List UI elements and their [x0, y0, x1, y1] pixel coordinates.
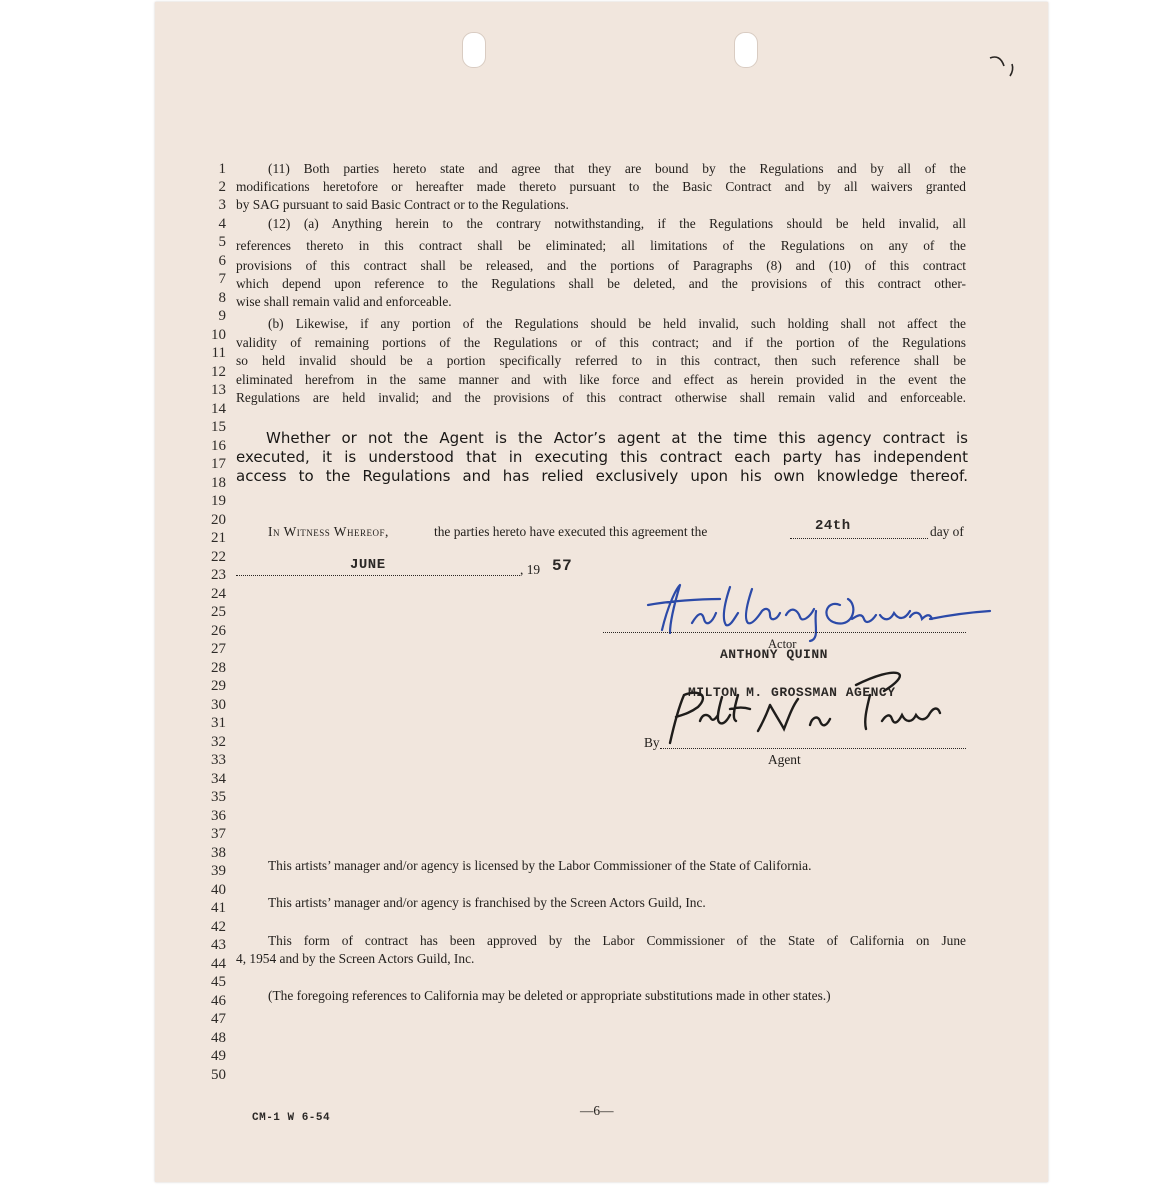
day-value: 24th [815, 518, 851, 534]
line-number: 47 [211, 1011, 226, 1027]
clause-line: so held invalid should be a portion specifically referred to in this contract, then such reference shall be [236, 353, 966, 368]
line-number: 15 [211, 419, 226, 435]
clause-line: (12) (a) Anything herein to the contrary notwithstanding, if the Regulations should be held invalid, all [268, 216, 966, 231]
license-notice: This artists’ manager and/or agency is licensed by the Labor Commissioner of the State of California. [268, 858, 812, 873]
franchise-notice: This artists’ manager and/or agency is franchised by the Screen Actors Guild, Inc. [268, 895, 706, 910]
clause-line: which depend upon reference to the Regulations shall be deleted, and the provisions of this contract other- [236, 276, 966, 291]
line-number: 8 [218, 290, 226, 306]
line-number: 17 [211, 456, 226, 472]
line-number: 16 [211, 438, 226, 454]
clause-line: (b) Likewise, if any portion of the Regulations should be held invalid, such holding shall not affect the [268, 316, 966, 331]
line-number: 24 [211, 586, 226, 602]
line-number: 27 [211, 641, 226, 657]
line-number: 11 [211, 345, 226, 361]
bold-line: executed, it is understood that in executing this contract each party has independent [236, 448, 968, 466]
line-number: 44 [211, 956, 226, 972]
line-number: 46 [211, 993, 226, 1009]
line-number: 18 [211, 475, 226, 491]
bold-line: access to the Regulations and has relied exclusively upon his own knowledge thereof. [236, 467, 968, 485]
line-number: 6 [218, 253, 226, 269]
line-number: 28 [211, 660, 226, 676]
clause-line: provisions of this contract shall be released, and the portions of Paragraphs (8) and (10) of this contract [236, 258, 966, 273]
line-number: 21 [211, 530, 226, 546]
line-number: 35 [211, 789, 226, 805]
actor-signature-line [603, 632, 966, 633]
punch-hole [734, 32, 758, 68]
form-code: CM-1 W 6-54 [252, 1112, 331, 1124]
line-number: 23 [211, 567, 226, 583]
clause-line: references thereto in this contract shall be eliminated; all limitations of the Regulations on any of the [236, 238, 966, 253]
line-number: 41 [211, 900, 226, 916]
page-number: —6— [580, 1103, 614, 1118]
line-number: 9 [218, 308, 226, 324]
line-number: 12 [211, 364, 226, 380]
line-number: 4 [218, 216, 226, 232]
clause-line: (11) Both parties hereto state and agree that they are bound by the Regulations and by all of the [268, 161, 966, 176]
actor-name: ANTHONY QUINN [720, 647, 828, 662]
actor-label: Actor [768, 637, 797, 651]
line-number: 38 [211, 845, 226, 861]
foregoing-note: (The foregoing references to California may be deleted or appropriate substitutions made in other states.) [268, 988, 831, 1003]
line-number: 3 [218, 197, 226, 213]
agency-name: MILTON M. GROSSMAN AGENCY [688, 685, 896, 700]
line-number: 37 [211, 826, 226, 842]
approval-line: This form of contract has been approved by the Labor Commissioner of the State of California on June [268, 933, 966, 948]
line-number: 14 [211, 401, 226, 417]
clause-line: wise shall remain valid and enforceable. [236, 294, 452, 309]
line-number: 20 [211, 512, 226, 528]
line-number: 36 [211, 808, 226, 824]
line-number: 39 [211, 863, 226, 879]
year-prefix: , 19 [520, 562, 541, 577]
month-line [236, 575, 520, 576]
agent-signature [660, 665, 960, 755]
line-number: 10 [211, 327, 226, 343]
line-number: 43 [211, 937, 226, 953]
month-value: JUNE [350, 557, 386, 573]
day-line [790, 538, 928, 539]
line-number: 49 [211, 1048, 226, 1064]
line-number: 25 [211, 604, 226, 620]
clause-line: by SAG pursuant to said Basic Contract or to the Regulations. [236, 197, 569, 212]
line-number: 7 [218, 271, 226, 287]
line-number: 13 [211, 382, 226, 398]
witness-prefix: In Witness Whereof, [268, 524, 389, 539]
clause-line: Regulations are held invalid; and the provisions of this contract otherwise shall remain valid and enforceable. [236, 390, 966, 405]
line-number: 45 [211, 974, 226, 990]
line-number: 26 [211, 623, 226, 639]
margin-mark [968, 40, 1028, 90]
year-value: 57 [552, 557, 573, 575]
agent-signature-line [660, 748, 966, 749]
line-number: 50 [211, 1067, 226, 1083]
line-number: 40 [211, 882, 226, 898]
line-number: 2 [218, 179, 226, 195]
punch-hole [462, 32, 486, 68]
bold-line: Whether or not the Agent is the Actor’s agent at the time this agency contract is [266, 429, 968, 447]
agent-label: Agent [768, 752, 801, 767]
line-number: 5 [218, 234, 226, 250]
line-number: 34 [211, 771, 226, 787]
day-suffix: day of [930, 524, 964, 539]
clause-line: validity of remaining portions of the Regulations or of this contract; and if the portion of the Regulations [236, 335, 966, 350]
line-number: 48 [211, 1030, 226, 1046]
line-number: 31 [211, 715, 226, 731]
line-number: 33 [211, 752, 226, 768]
line-number: 30 [211, 697, 226, 713]
line-number: 19 [211, 493, 226, 509]
clause-line: eliminated herefrom in the same manner and with like force and effect as herein provided in the event the [236, 372, 966, 387]
line-number: 42 [211, 919, 226, 935]
by-label: By [644, 735, 660, 750]
witness-text: the parties hereto have executed this agreement the [434, 524, 708, 539]
line-number: 1 [218, 161, 226, 177]
actor-signature [640, 575, 1000, 645]
approval-line: 4, 1954 and by the Screen Actors Guild, Inc. [236, 951, 475, 966]
line-number: 29 [211, 678, 226, 694]
clause-line: modifications heretofore or hereafter made thereto pursuant to the Basic Contract and by all waivers granted [236, 179, 966, 194]
line-number: 32 [211, 734, 226, 750]
line-number: 22 [211, 549, 226, 565]
